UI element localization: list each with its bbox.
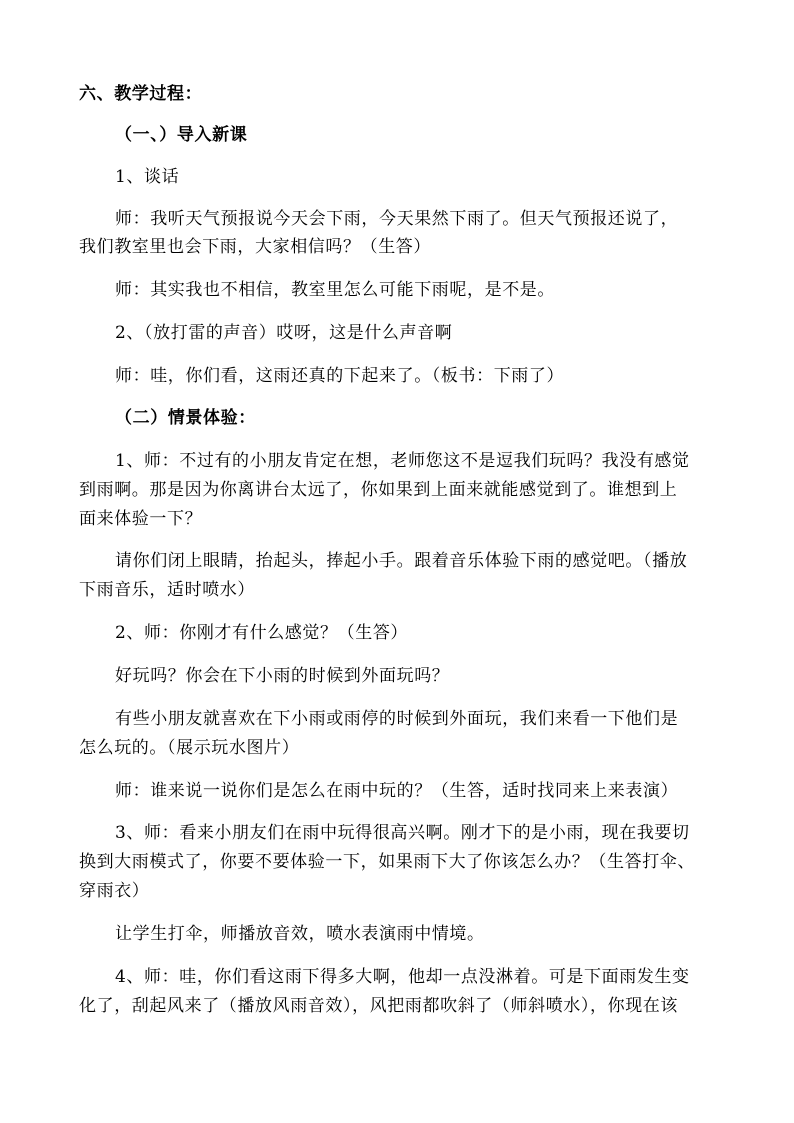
paragraph-line: 换到大雨模式了，你要不要体验一下，如果雨下大了你该怎么办？（生答打伞、 — [79, 852, 695, 872]
paragraph-line: 4、师：哇，你们看这雨下得多大啊，他却一点没淋着。可是下面雨发生变 — [115, 967, 690, 987]
paragraph-line: 1、师：不过有的小朋友肯定在想，老师您这不是逗我们玩吗？我没有感觉 — [115, 451, 690, 471]
subheading-scene-experience: （二）情景体验： — [115, 408, 256, 428]
paragraph-line: 到雨啊。那是因为你离讲台太远了，你如果到上面来就能感觉到了。谁想到上 — [79, 480, 678, 500]
paragraph-line: 师：哇，你们看，这雨还真的下起来了。（板书：下雨了） — [115, 366, 565, 386]
paragraph-line: 2、师：你刚才有什么感觉？（生答） — [115, 623, 409, 643]
paragraph-line: 师：其实我也不相信，教室里怎么可能下雨呢，是不是。 — [115, 280, 555, 300]
paragraph-line: 有些小朋友就喜欢在下小雨或雨停的时候到外面玩，我们来看一下他们是 — [115, 709, 679, 729]
paragraph-line: 怎么玩的。（展示玩水图片） — [79, 738, 300, 758]
paragraph-line: 好玩吗？你会在下小雨的时候到外面玩吗？ — [115, 666, 450, 686]
paragraph-line: 让学生打伞，师播放音效，喷水表演雨中情境。 — [115, 924, 485, 944]
paragraph-line: 化了，刮起风来了（播放风雨音效），风把雨都吹斜了（师斜喷水），你现在该 — [79, 996, 678, 1016]
paragraph-line: 穿雨衣） — [79, 881, 150, 901]
paragraph-line: 我们教室里也会下雨，大家相信吗？（生答） — [79, 237, 431, 257]
paragraph-line: 3、师：看来小朋友们在雨中玩得很高兴啊。刚才下的是小雨，现在我要切 — [115, 823, 690, 843]
paragraph-line: 师：谁来说一说你们是怎么在雨中玩的？（生答，适时找同来上来表演） — [115, 781, 679, 801]
paragraph-line: 2、（放打雷的声音）哎呀，这是什么声音啊 — [115, 323, 453, 343]
item-talk: 1、谈话 — [115, 167, 180, 187]
paragraph-line: 师：我听天气预报说今天会下雨，今天果然下雨了。但天气预报还说了， — [115, 209, 679, 229]
paragraph-line: 下雨音乐，适时喷水） — [79, 580, 255, 600]
paragraph-line: 面来体验一下？ — [79, 509, 203, 529]
section-heading-teaching-process: 六、教学过程： — [79, 84, 203, 104]
subheading-intro-new-lesson: （一、）导入新课 — [115, 125, 248, 145]
paragraph-line: 请你们闭上眼睛，抬起头，捧起小手。跟着音乐体验下雨的感觉吧。（播放 — [115, 551, 688, 571]
